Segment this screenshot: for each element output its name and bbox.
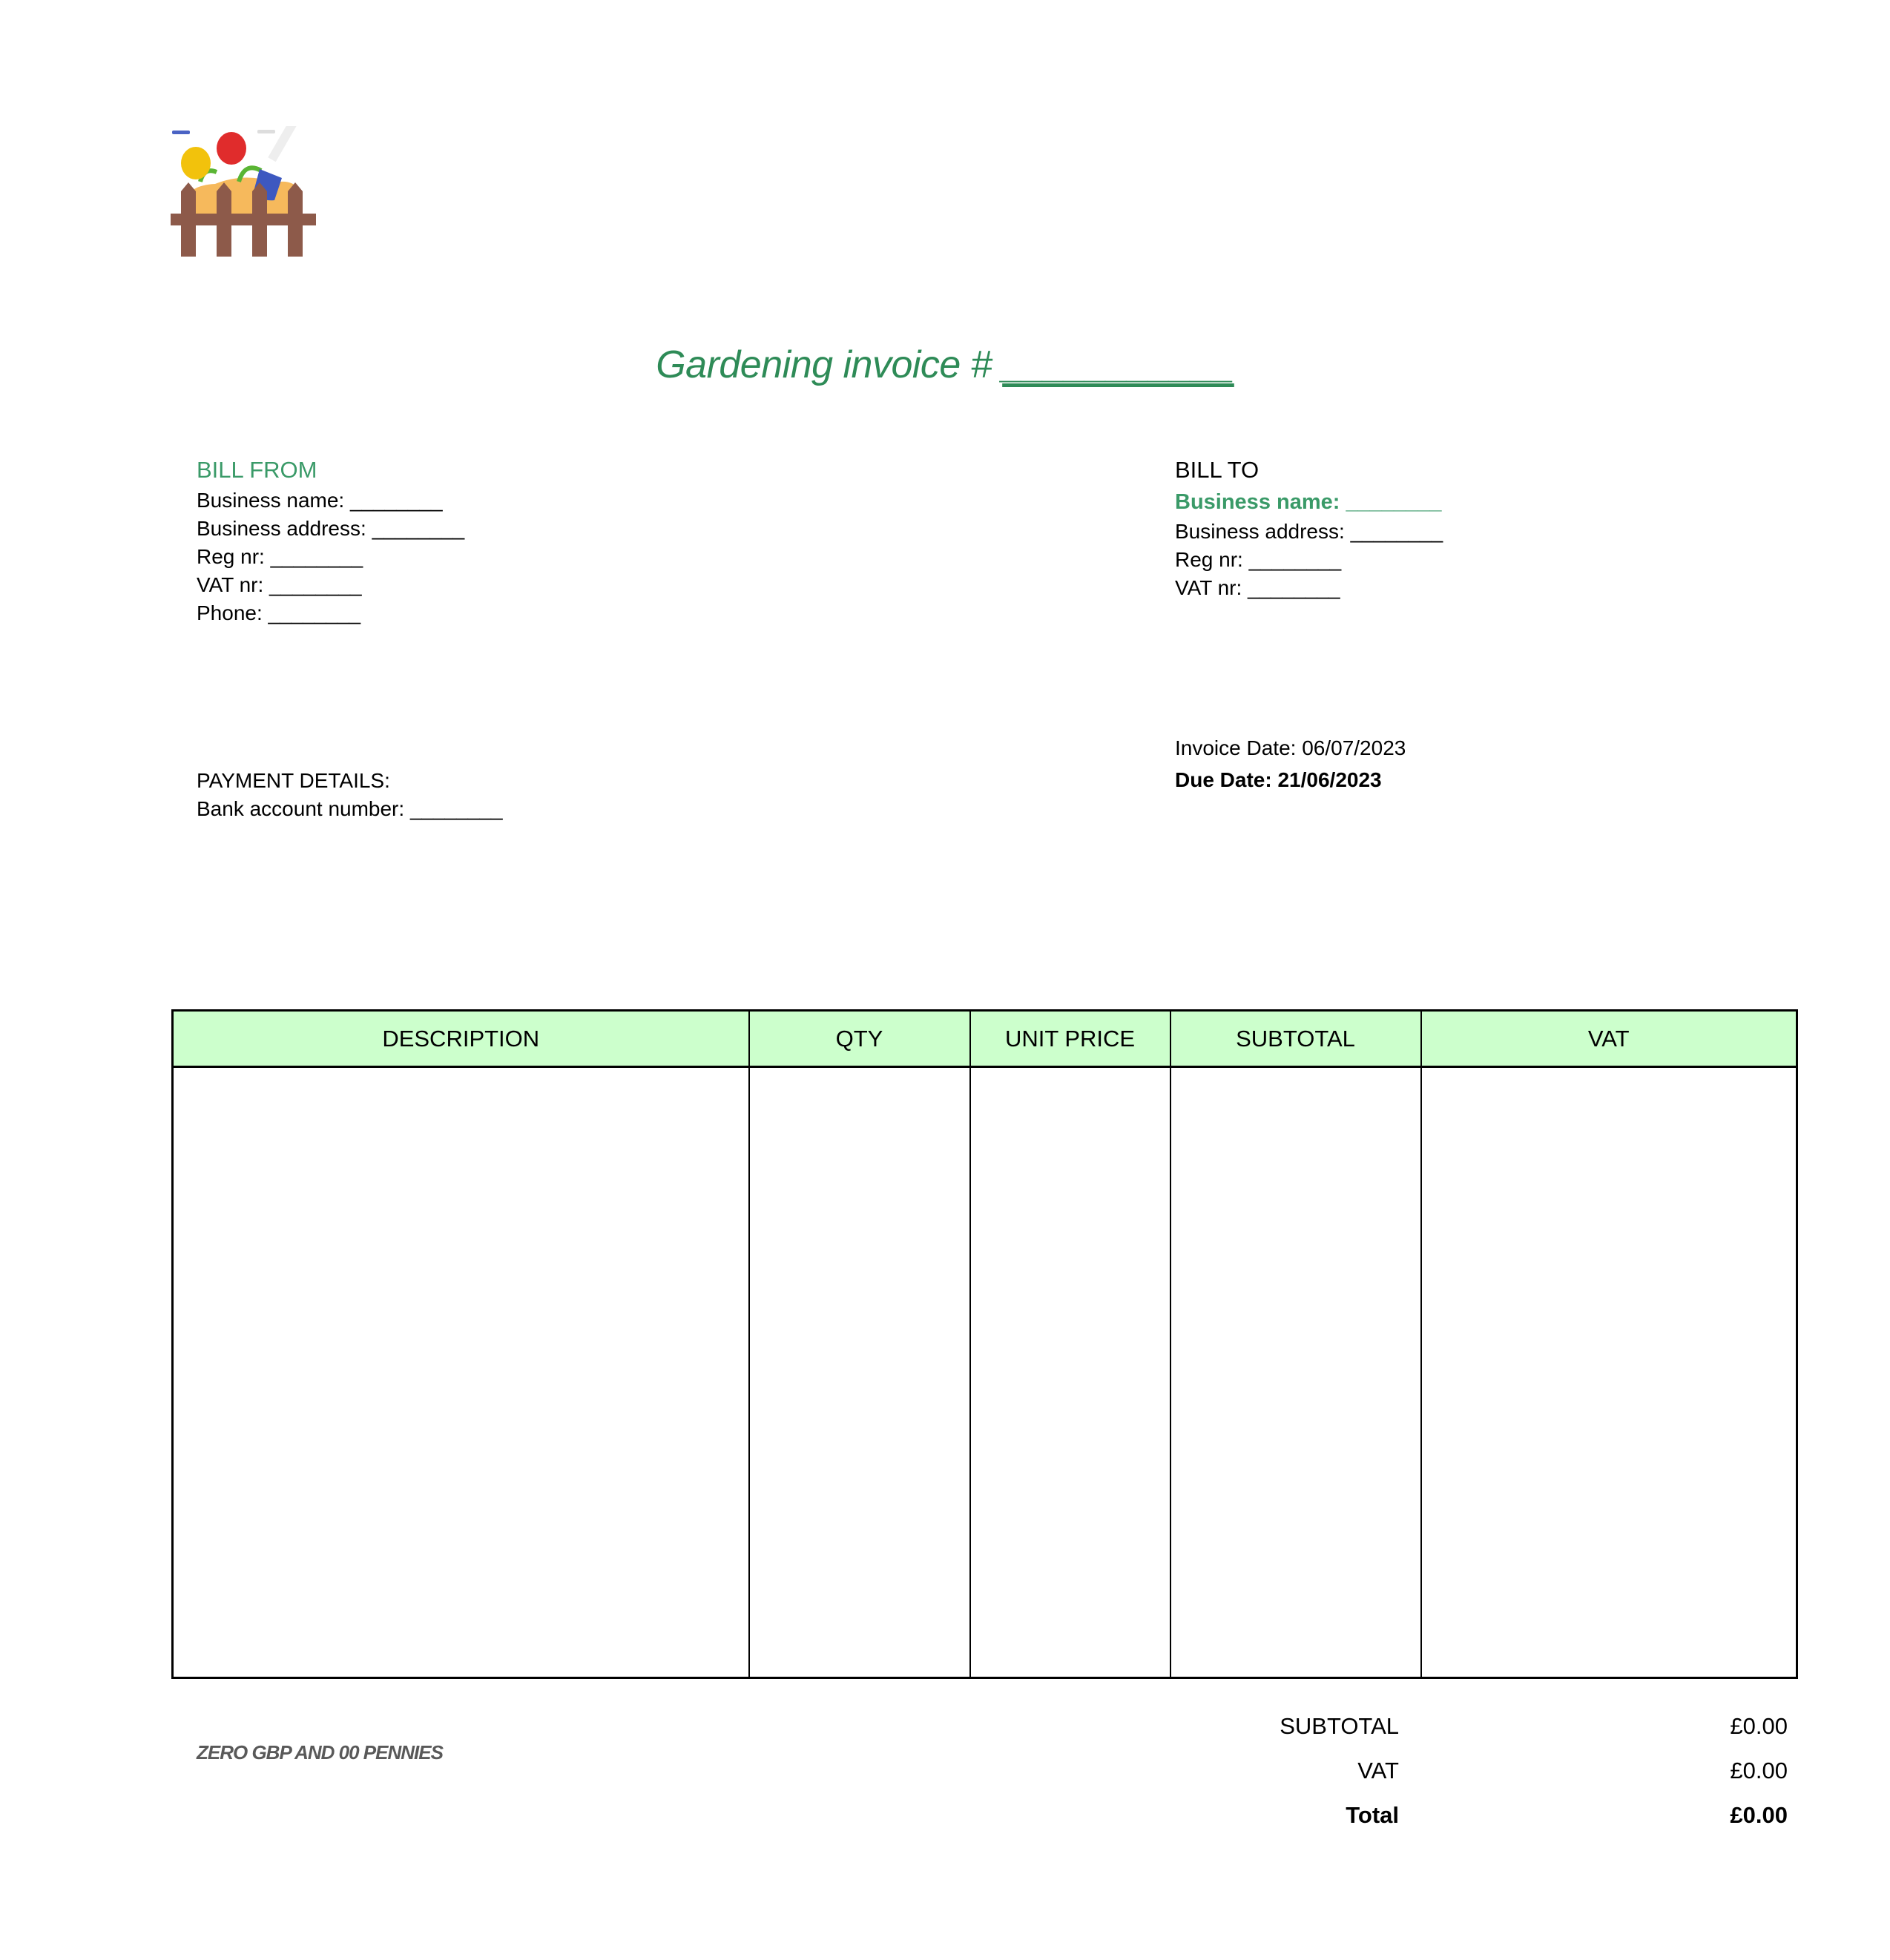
bill-from-heading: BILL FROM (197, 457, 317, 483)
totals-section (1224, 1704, 1788, 1838)
subtotal-value: £0.00 (1730, 1713, 1788, 1739)
table-header-row (173, 1011, 1797, 1067)
amount-in-words: ZERO GBP AND 00 PENNIES (197, 1741, 443, 1763)
invoice-date[interactable]: Invoice Date: 06/07/2023 (1175, 736, 1406, 759)
bill-to-reg-nr[interactable]: Reg nr: ________ (1175, 548, 1342, 571)
qty-cell[interactable] (749, 1067, 970, 1678)
unit-price-cell[interactable] (970, 1067, 1170, 1678)
due-date[interactable]: Due Date: 21/06/2023 (1175, 768, 1382, 791)
bill-to-business-name[interactable]: Business name: ________ (1175, 490, 1442, 514)
bill-from-section (197, 454, 464, 627)
bill-to-vat-nr[interactable]: VAT nr: ________ (1175, 576, 1340, 599)
vat-cell[interactable] (1421, 1067, 1797, 1678)
bill-from-reg-nr[interactable]: Reg nr: ________ (197, 545, 363, 568)
subtotal-cell[interactable] (1170, 1067, 1421, 1678)
bill-from-business-name[interactable]: Business name: ________ (197, 489, 443, 512)
description-cell[interactable] (173, 1067, 749, 1678)
bill-from-phone[interactable]: Phone: ________ (197, 601, 361, 624)
bill-to-section (1175, 454, 1443, 602)
bill-to-heading: BILL TO (1175, 457, 1260, 483)
vat-label: VAT (1357, 1758, 1399, 1784)
dates-section (1175, 730, 1406, 794)
line-items-table (171, 1009, 1798, 1679)
column-header-subtotal: SUBTOTAL (1170, 1011, 1421, 1067)
payment-details-section (197, 767, 503, 823)
invoice-title (0, 343, 1890, 387)
vat-value: £0.00 (1730, 1758, 1788, 1784)
column-header-unit-price: UNIT PRICE (970, 1011, 1170, 1067)
column-header-qty: QTY (749, 1011, 970, 1067)
subtotal-label: SUBTOTAL (1280, 1713, 1399, 1739)
vat-row (1224, 1749, 1788, 1793)
subtotal-row (1224, 1704, 1788, 1749)
bill-from-vat-nr[interactable]: VAT nr: ________ (197, 573, 362, 596)
invoice-title-text: Gardening invoice # (656, 343, 1003, 386)
garden-fence-tulips-shovel-icon (171, 126, 319, 263)
bill-from-business-address[interactable]: Business address: ________ (197, 517, 465, 540)
payment-details-heading: PAYMENT DETAILS: (197, 769, 390, 792)
total-label: Total (1346, 1802, 1399, 1828)
total-value: £0.00 (1730, 1802, 1788, 1828)
total-row (1224, 1793, 1788, 1838)
table-row (173, 1067, 1797, 1678)
column-header-vat: VAT (1421, 1011, 1797, 1067)
invoice-number-blank[interactable]: ___________ (1002, 343, 1234, 386)
company-logo (171, 126, 319, 263)
bank-account-number[interactable]: Bank account number: ________ (197, 797, 503, 820)
bill-to-business-address[interactable]: Business address: ________ (1175, 520, 1443, 543)
column-header-description: DESCRIPTION (173, 1011, 749, 1067)
